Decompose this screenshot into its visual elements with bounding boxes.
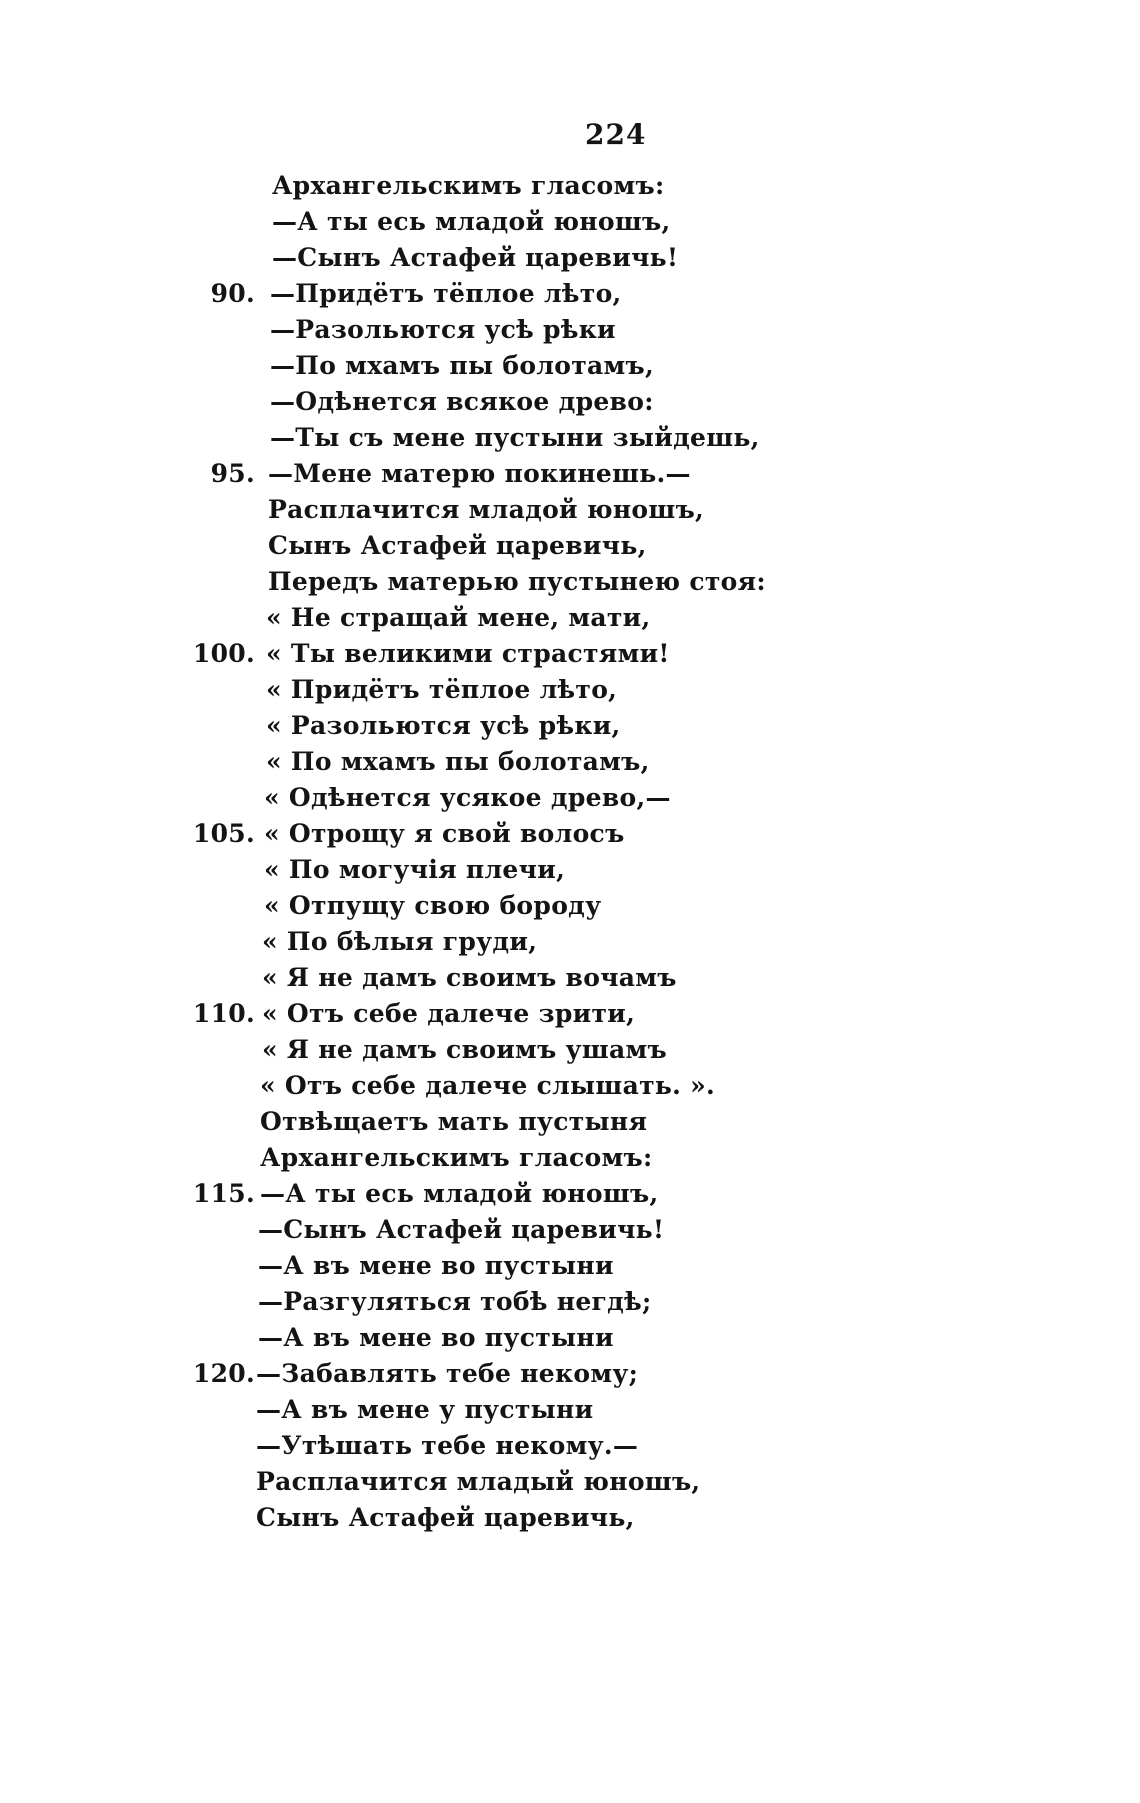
verse-line — [0, 852, 1140, 888]
line-text: Расплачится младой юношъ, — [268, 495, 705, 524]
verse-line — [0, 1392, 1140, 1428]
line-text: « Я не дамъ своимъ вочамъ — [262, 963, 677, 992]
line-text: « По могучія плечи, — [264, 855, 566, 884]
line-number: 95. — [210, 459, 255, 488]
verse-line — [0, 888, 1140, 924]
line-text: —А ты есь младой юношъ, — [272, 207, 671, 236]
line-text: Сынъ Астафей царевичь, — [256, 1503, 635, 1532]
verse-line — [0, 1104, 1140, 1140]
verse-line — [0, 1428, 1140, 1464]
verse-line — [0, 672, 1140, 708]
line-text: —Одѣнется всякое древо: — [270, 387, 654, 416]
verse-line — [0, 924, 1140, 960]
line-text: Отвѣщаетъ мать пустыня — [260, 1107, 648, 1136]
line-text: « Отрощу я свой волосъ — [264, 819, 625, 848]
line-text: Архангельскимъ гласомъ: — [272, 171, 665, 200]
verse-line — [0, 636, 1140, 672]
line-number: 110. — [192, 999, 255, 1028]
verse-line — [0, 816, 1140, 852]
line-text: « Отъ себе далече слышать. ». — [260, 1071, 716, 1100]
line-text: —Сынъ Астафей царевичь! — [258, 1215, 665, 1244]
line-text: Сынъ Астафей царевичь, — [268, 531, 647, 560]
line-text: « Отпущу свою бороду — [264, 891, 602, 920]
verse-line — [0, 312, 1140, 348]
verse-line — [0, 1248, 1140, 1284]
verse-line — [0, 1464, 1140, 1500]
verse-line — [0, 600, 1140, 636]
verse-line — [0, 960, 1140, 996]
line-text: « По бѣлыя груди, — [262, 927, 538, 956]
verse-line — [0, 240, 1140, 276]
line-text: —По мхамъ пы болотамъ, — [270, 351, 655, 380]
verse-line — [0, 1320, 1140, 1356]
verse-line — [0, 1176, 1140, 1212]
verse-line — [0, 1212, 1140, 1248]
page-number: 224 — [585, 118, 647, 151]
line-number: 120. — [192, 1359, 255, 1388]
line-text: Архангельскимъ гласомъ: — [260, 1143, 653, 1172]
line-text: « По мхамъ пы болотамъ, — [266, 747, 650, 776]
verse-line — [0, 528, 1140, 564]
verse-line — [0, 168, 1140, 204]
verse-line — [0, 204, 1140, 240]
line-text: —А ты есь младой юношъ, — [260, 1179, 659, 1208]
line-text: —Разгуляться тобѣ негдѣ; — [258, 1287, 652, 1316]
line-text: —Придётъ тёплое лѣто, — [270, 279, 622, 308]
line-text: —А въ мене у пустыни — [256, 1395, 594, 1424]
verse-line — [0, 564, 1140, 600]
line-number: 100. — [192, 639, 255, 668]
line-text: « Разольются усѣ рѣки, — [266, 711, 621, 740]
line-text: —Мене матерю покинешь.— — [268, 459, 691, 488]
verse-line — [0, 420, 1140, 456]
line-text: « Одѣнется усякое древо,— — [264, 783, 671, 812]
line-text: —А въ мене во пустыни — [258, 1251, 614, 1280]
line-text: Расплачится младый юношъ, — [256, 1467, 701, 1496]
line-text: —Забавлять тебе некому; — [256, 1359, 639, 1388]
line-text: —Ты съ мене пустыни зыйдешь, — [270, 423, 760, 452]
line-text: —А въ мене во пустыни — [258, 1323, 614, 1352]
line-number: 105. — [192, 819, 255, 848]
verse-line — [0, 1500, 1140, 1536]
verse-line — [0, 1140, 1140, 1176]
verse-line — [0, 996, 1140, 1032]
verse-line — [0, 1284, 1140, 1320]
line-number: 115. — [192, 1179, 255, 1208]
verse-line — [0, 276, 1140, 312]
line-text: —Сынъ Астафей царевичь! — [272, 243, 679, 272]
line-number: 90. — [210, 279, 255, 308]
verse-line — [0, 1032, 1140, 1068]
line-text: « Отъ себе далече зрити, — [262, 999, 636, 1028]
line-text: —Разольются усѣ рѣки — [270, 315, 616, 344]
line-text: « Не стращай мене, мати, — [266, 603, 651, 632]
verse-line — [0, 384, 1140, 420]
verse-lines — [0, 168, 1140, 1536]
verse-line — [0, 708, 1140, 744]
line-text: « Придётъ тёплое лѣто, — [266, 675, 618, 704]
line-text: « Ты великими страстями! — [266, 639, 670, 668]
verse-line — [0, 492, 1140, 528]
line-text: « Я не дамъ своимъ ушамъ — [262, 1035, 668, 1064]
verse-line — [0, 780, 1140, 816]
verse-line — [0, 744, 1140, 780]
line-text: Передъ матерью пустынею стоя: — [268, 567, 766, 596]
verse-line — [0, 348, 1140, 384]
verse-line — [0, 456, 1140, 492]
verse-line — [0, 1356, 1140, 1392]
verse-line — [0, 1068, 1140, 1104]
line-text: —Утѣшать тебе некому.— — [256, 1431, 639, 1460]
